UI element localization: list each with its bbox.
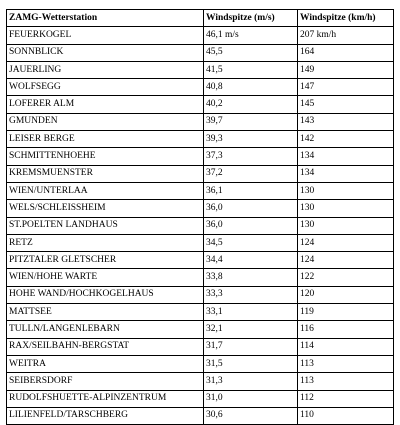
- wind-ms-cell: 41,5: [204, 61, 298, 78]
- station-name-cell: HOHE WAND/HOCHKOGELHAUS: [7, 286, 204, 303]
- table-row: [7, 131, 394, 148]
- wind-kmh-cell: 207 km/h: [298, 27, 394, 44]
- table-row: [7, 79, 394, 96]
- station-name-cell: LOFERER ALM: [7, 96, 204, 113]
- wind-ms-cell: 31,0: [204, 390, 298, 407]
- table-header-row: [7, 10, 394, 27]
- wind-ms-cell: 30,6: [204, 407, 298, 424]
- table-row: [7, 27, 394, 44]
- wind-ms-cell: 31,3: [204, 373, 298, 390]
- wind-kmh-cell: 120: [298, 286, 394, 303]
- wind-ms-cell: 33,1: [204, 304, 298, 321]
- wind-ms-cell: 40,8: [204, 79, 298, 96]
- wind-ms-cell: 45,5: [204, 44, 298, 61]
- table-row: [7, 321, 394, 338]
- wind-kmh-cell: 124: [298, 252, 394, 269]
- wind-kmh-cell: 113: [298, 373, 394, 390]
- station-name-cell: FEUERKOGEL: [7, 27, 204, 44]
- wind-kmh-cell: 164: [298, 44, 394, 61]
- table-row: [7, 44, 394, 61]
- wind-kmh-cell: 145: [298, 96, 394, 113]
- station-name-cell: WIEN/UNTERLAA: [7, 182, 204, 199]
- table-row: [7, 373, 394, 390]
- table-row: [7, 269, 394, 286]
- header-wind-kmh: Windspitze (km/h): [298, 10, 394, 27]
- station-name-cell: MATTSEE: [7, 304, 204, 321]
- table-row: [7, 200, 394, 217]
- wind-ms-cell: 34,4: [204, 252, 298, 269]
- station-name-cell: WEITRA: [7, 355, 204, 372]
- wind-kmh-cell: 124: [298, 234, 394, 251]
- station-name-cell: WIEN/HOHE WARTE: [7, 269, 204, 286]
- table-row: [7, 234, 394, 251]
- wind-kmh-cell: 116: [298, 321, 394, 338]
- wind-kmh-cell: 134: [298, 148, 394, 165]
- table-row: [7, 304, 394, 321]
- station-name-cell: WOLFSEGG: [7, 79, 204, 96]
- wind-ms-cell: 37,2: [204, 165, 298, 182]
- station-name-cell: LILIENFELD/TARSCHBERG: [7, 407, 204, 424]
- table-row: [7, 217, 394, 234]
- wind-kmh-cell: 130: [298, 217, 394, 234]
- table-row: [7, 96, 394, 113]
- station-name-cell: GMUNDEN: [7, 113, 204, 130]
- table-row: [7, 113, 394, 130]
- station-name-cell: SONNBLICK: [7, 44, 204, 61]
- wind-kmh-cell: 130: [298, 200, 394, 217]
- header-station: ZAMG-Wetterstation: [7, 10, 204, 27]
- wind-ms-cell: 33,3: [204, 286, 298, 303]
- wind-kmh-cell: 122: [298, 269, 394, 286]
- station-name-cell: WELS/SCHLEISSHEIM: [7, 200, 204, 217]
- station-name-cell: RUDOLFSHUETTE-ALPINZENTRUM: [7, 390, 204, 407]
- station-name-cell: SCHMITTENHOEHE: [7, 148, 204, 165]
- table-row: [7, 338, 394, 355]
- wind-ms-cell: 39,3: [204, 131, 298, 148]
- station-name-cell: TULLN/LANGENLEBARN: [7, 321, 204, 338]
- table-row: [7, 355, 394, 372]
- station-name-cell: LEISER BERGE: [7, 131, 204, 148]
- wind-kmh-cell: 142: [298, 131, 394, 148]
- wind-ms-cell: 33,8: [204, 269, 298, 286]
- wind-kmh-cell: 149: [298, 61, 394, 78]
- station-name-cell: KREMSMUENSTER: [7, 165, 204, 182]
- wind-ms-cell: 37,3: [204, 148, 298, 165]
- table-row: [7, 286, 394, 303]
- table-row: [7, 252, 394, 269]
- table-row: [7, 148, 394, 165]
- wind-peak-table: [6, 9, 394, 425]
- station-name-cell: RAX/SEILBAHN-BERGSTAT: [7, 338, 204, 355]
- wind-ms-cell: 32,1: [204, 321, 298, 338]
- station-name-cell: ST.POELTEN LANDHAUS: [7, 217, 204, 234]
- wind-kmh-cell: 114: [298, 338, 394, 355]
- station-name-cell: PITZTALER GLETSCHER: [7, 252, 204, 269]
- wind-kmh-cell: 113: [298, 355, 394, 372]
- station-name-cell: JAUERLING: [7, 61, 204, 78]
- wind-kmh-cell: 147: [298, 79, 394, 96]
- wind-ms-cell: 46,1 m/s: [204, 27, 298, 44]
- table-row: [7, 407, 394, 424]
- wind-ms-cell: 31,7: [204, 338, 298, 355]
- wind-ms-cell: 36,0: [204, 217, 298, 234]
- table-row: [7, 165, 394, 182]
- table-row: [7, 182, 394, 199]
- wind-ms-cell: 31,5: [204, 355, 298, 372]
- wind-kmh-cell: 112: [298, 390, 394, 407]
- wind-ms-cell: 39,7: [204, 113, 298, 130]
- wind-ms-cell: 36,0: [204, 200, 298, 217]
- wind-kmh-cell: 119: [298, 304, 394, 321]
- station-name-cell: SEIBERSDORF: [7, 373, 204, 390]
- wind-kmh-cell: 110: [298, 407, 394, 424]
- wind-kmh-cell: 134: [298, 165, 394, 182]
- wind-ms-cell: 34,5: [204, 234, 298, 251]
- table-row: [7, 61, 394, 78]
- station-name-cell: RETZ: [7, 234, 204, 251]
- table-row: [7, 390, 394, 407]
- wind-kmh-cell: 143: [298, 113, 394, 130]
- wind-kmh-cell: 130: [298, 182, 394, 199]
- wind-ms-cell: 36,1: [204, 182, 298, 199]
- wind-ms-cell: 40,2: [204, 96, 298, 113]
- header-wind-ms: Windspitze (m/s): [204, 10, 298, 27]
- table-body: [7, 27, 394, 425]
